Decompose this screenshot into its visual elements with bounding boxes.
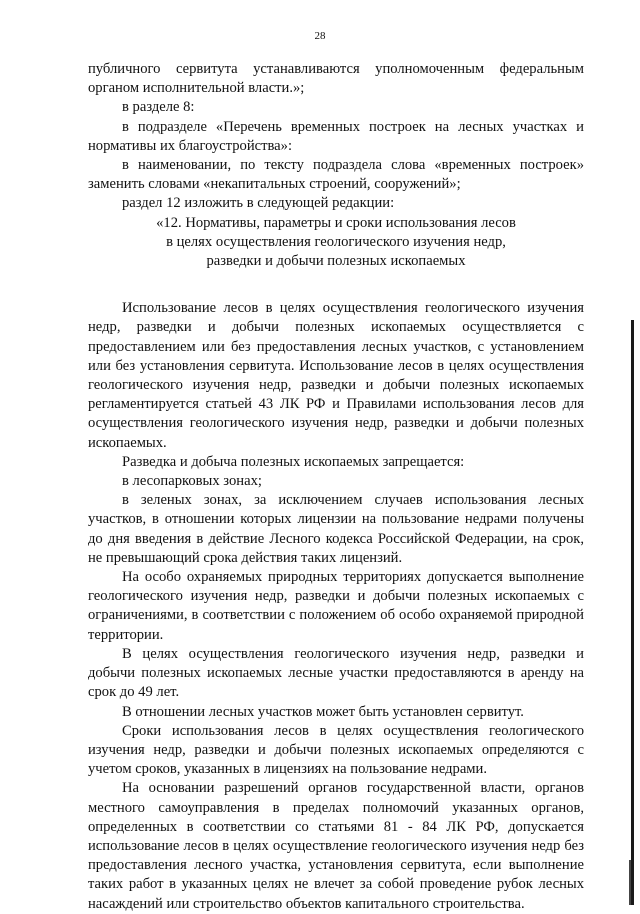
paragraph: Сроки использования лесов в целях осуществления геологического изучения недр, разведки и добычи полезных ископаемых определяются с учетом сроков, указанных в лицензиях на пользование недрами. (88, 722, 584, 778)
paragraph: в разделе 8: (122, 99, 195, 116)
section-title (88, 214, 584, 272)
paragraph: Использование лесов в целях осуществления геологического изучения недр, разведки и добычи полезных ископаемых осуществляется с предоставлением или без предоставления лесных участков, с установлением или без установления сервитута. Использование лесов в целях осуществления геологического изучения недр, разведки и добычи полезных ископаемых регламентируется статьей 43 ЛК РФ и Правилами использования лесов для осуществления геологического изучения недр, разведки и добычи полезных ископаемых. (88, 300, 584, 451)
paragraph: Разведка и добыча полезных ископаемых запрещается: (122, 453, 465, 470)
paragraph: публичного сервитута устанавливаются уполномоченным федеральным органом исполнительной власти.»; (88, 61, 584, 97)
paragraph: раздел 12 изложить в следующей редакции: (122, 195, 395, 212)
section-title-line: в целях осуществления геологического изучения недр, (166, 233, 506, 250)
page-number: 28 (314, 30, 326, 42)
paragraph: В целях осуществления геологического изучения недр, разведки и добычи полезных ископаемых лесные участки предоставляются в аренду на срок до 49 лет. (88, 645, 584, 701)
paragraph: На особо охраняемых природных территориях допускается выполнение геологического изучения недр, разведки и добычи полезных ископаемых с ограничениями, в соответствии с положением об особо охраняемой природной территории. (88, 569, 584, 643)
scan-edge-artifact (631, 320, 634, 905)
paragraph: в подразделе «Перечень временных построек на лесных участках и нормативы их благоустройства»: (88, 118, 584, 154)
section-title-line: «12. Нормативы, параметры и сроки использования лесов (156, 214, 516, 231)
paragraph: в наименовании, по тексту подраздела слова «временных построек» заменить словами «некапитальных строений, сооружений»; (88, 157, 584, 193)
paragraph: В отношении лесных участков может быть установлен сервитут. (122, 703, 524, 720)
document-body (88, 60, 584, 914)
section-title-line: разведки и добычи полезных ископаемых (206, 253, 466, 270)
scan-edge-artifact (629, 860, 631, 905)
paragraph: в зеленых зонах, за исключением случаев использования лесных участков, в отношении которых лицензии на пользование недрами получены до дня введения в действие Лесного кодекса Российской Федерации, на срок, не превышающий срока действия таких лицензий. (88, 492, 584, 566)
paragraph: На основании разрешений органов государственной власти, органов местного самоуправления в пределах полномочий указанных органов, определенных в соответствии со статьями 81 - 84 ЛК РФ, допускается использование лесов в целях осуществление геологического изучения недр без предоставления лесного участка, установления сервитута, если выполнение таких работ в указанных целях не влечет за собой проведение рубок лесных насаждений или строительство объектов капитального строительства. (88, 780, 584, 912)
paragraph: в лесопарковых зонах; (122, 473, 262, 490)
